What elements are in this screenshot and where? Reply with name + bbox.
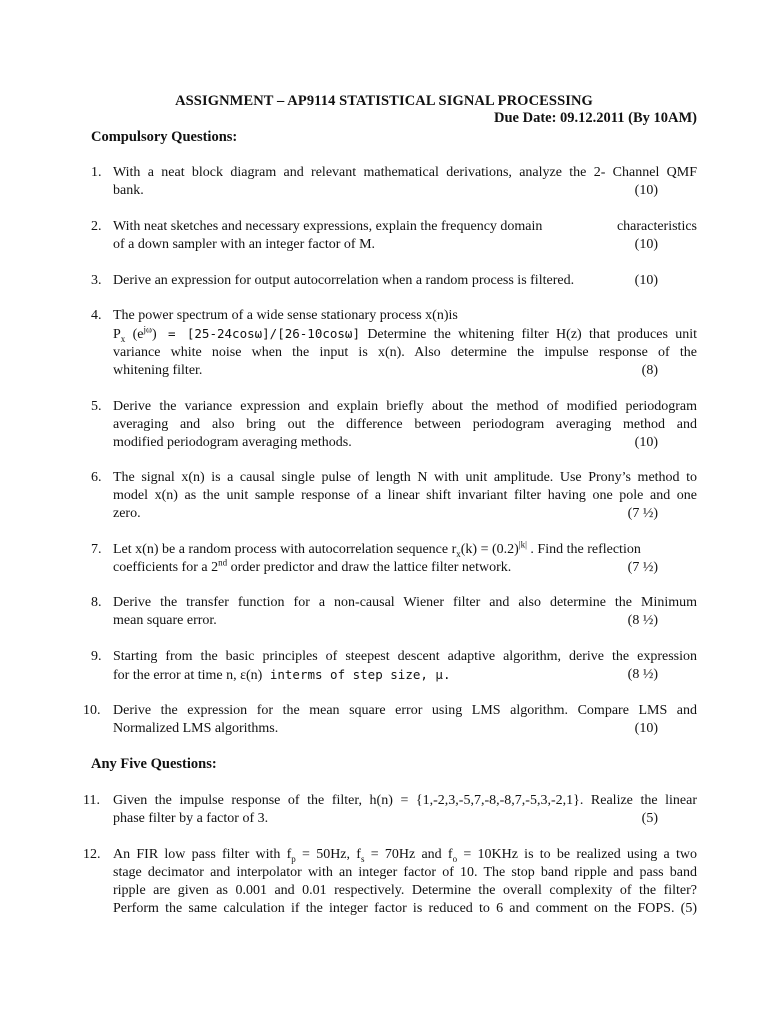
page-title: ASSIGNMENT – AP9114 STATISTICAL SIGNAL PROCESSING: [175, 93, 593, 109]
power-spectrum-line: [113, 325, 697, 344]
question-marks: (10): [634, 435, 658, 450]
formula-superscript: |k|: [518, 539, 527, 550]
question-4: [91, 307, 697, 380]
question-text: for the error at time n, ε(n): [113, 668, 263, 683]
question-text: The signal x(n) is a causal single pulse of length N with unit amplitude. Use Prony’s method to: [113, 470, 697, 485]
question-text: phase filter by a factor of 3.: [113, 811, 269, 826]
question-marks: (5): [641, 811, 658, 826]
question-7: [91, 541, 697, 577]
question-text: = 70Hz and f: [364, 847, 453, 862]
question-text: order predictor and draw the lattice filter network.: [227, 560, 512, 575]
question-text: zero.: [113, 506, 141, 521]
question-number: 7.: [91, 542, 102, 557]
question-text: averaging and also bring out the difference between periodogram averaging method and: [113, 417, 697, 432]
question-text: . Find the reflection: [526, 542, 641, 557]
question-text: Derive the variance expression and explain briefly about the method of modified periodogram: [113, 399, 697, 414]
question-marks: (7 ½): [627, 506, 658, 521]
formula-expression: = [25-24cosω]/[26-10cosω]: [156, 326, 360, 341]
question-12: [83, 846, 698, 918]
question-text: (k) = (0.2): [460, 542, 519, 557]
question-11: [83, 792, 697, 828]
question-text: With a neat block diagram and relevant mathematical derivations, analyze the 2- Channel QMF: [113, 165, 697, 180]
question-marks: (10): [634, 183, 658, 198]
question-marks: (10): [634, 273, 658, 288]
question-marks: (10): [634, 237, 658, 252]
question-text: Given the impulse response of the filter, h(n) = {1,-2,3,-5,7,-8,-8,7,-5,3,-2,1}. Realize the linear: [113, 793, 697, 808]
question-text: Perform the same calculation if the integer factor is reduced to 6 and comment on the FOPS. (5): [113, 901, 697, 916]
question-number: 2.: [91, 219, 102, 234]
question-marks: (8): [641, 363, 658, 378]
question-number: 11.: [83, 793, 100, 808]
formula-text: ): [151, 327, 157, 342]
question-1: [91, 164, 697, 200]
question-text: Normalized LMS algorithms.: [113, 721, 279, 736]
question-9: [91, 648, 697, 685]
question-number: 3.: [91, 273, 102, 288]
question-8: [91, 594, 697, 630]
question-text: whitening filter.: [113, 363, 203, 378]
question-text: = 50Hz, f: [295, 847, 361, 862]
formula-symbol: P: [113, 327, 121, 342]
section-heading-any-five: Any Five Questions:: [91, 756, 217, 772]
formula-subscript: o: [452, 853, 458, 864]
question-marks: (10): [634, 721, 658, 736]
formula-subscript: x: [120, 333, 126, 344]
question-text: Derive the transfer function for a non-causal Wiener filter and also determine the Minimum: [113, 595, 697, 610]
question-text: Determine the whitening filter H(z) that produces unit: [359, 327, 698, 342]
question-text: Starting from the basic principles of steepest descent adaptive algorithm, derive the expression: [113, 649, 697, 664]
ordinal-superscript: nd: [218, 557, 228, 568]
question-number: 10.: [83, 703, 101, 718]
section-heading-compulsory: Compulsory Questions:: [91, 129, 238, 145]
question-text: bank.: [113, 183, 144, 198]
question-text: mean square error.: [113, 613, 217, 628]
question-text: interms of step size, μ.: [262, 667, 451, 682]
question-text: ripple are given as 0.001 and 0.01 respectively. Determine the overall complexity of the filter?: [113, 883, 697, 898]
question-text: characteristics: [616, 219, 697, 234]
question-number: 6.: [91, 470, 102, 485]
question-10: [83, 702, 697, 738]
question-marks: (8 ½): [627, 613, 658, 628]
question-text: variance white noise when the input is x(n). Also determine the impulse response of the: [113, 345, 697, 360]
question-number: 8.: [91, 595, 102, 610]
question-2: [91, 218, 697, 254]
question-text: With neat sketches and necessary expressions, explain the frequency domain: [113, 219, 543, 234]
formula-subscript: s: [360, 853, 365, 864]
question-text: = 10KHz is to be realized using a two: [457, 847, 698, 862]
formula-subscript: p: [291, 853, 296, 864]
question-text: stage decimator and interpolator with an integer factor of 10. The stop band ripple and pass band: [113, 865, 697, 880]
question-text: The power spectrum of a wide sense stationary process x(n)is: [113, 308, 458, 323]
question-text: of a down sampler with an integer factor of M.: [113, 237, 376, 252]
question-text: Derive the expression for the mean square error using LMS algorithm. Compare LMS and: [113, 703, 697, 718]
question-5: [91, 398, 697, 452]
question-number: 5.: [91, 399, 102, 414]
question-text: coefficients for a 2: [113, 560, 219, 575]
question-text: An FIR low pass filter with f: [113, 847, 292, 862]
question-number: 4.: [91, 308, 102, 323]
question-marks: (8 ½): [627, 667, 658, 682]
question-number: 12.: [83, 847, 101, 862]
question-6: [91, 469, 697, 523]
question-3: [91, 272, 697, 290]
question-marks: (7 ½): [627, 560, 658, 575]
formula-subscript: x: [456, 548, 461, 559]
formula-superscript: jω: [143, 324, 152, 335]
formula-text: (e: [132, 327, 144, 342]
question-text: model x(n) as the unit sample response of a linear shift invariant filter having one pole and one: [113, 488, 697, 503]
question-number: 9.: [91, 649, 102, 664]
question-text: modified periodogram averaging methods.: [113, 435, 352, 450]
question-number: 1.: [91, 165, 102, 180]
question-text: Derive an expression for output autocorrelation when a random process is filtered.: [113, 273, 575, 288]
question-text: Let x(n) be a random process with autocorrelation sequence r: [113, 542, 457, 557]
due-date: Due Date: 09.12.2011 (By 10AM): [494, 110, 697, 126]
